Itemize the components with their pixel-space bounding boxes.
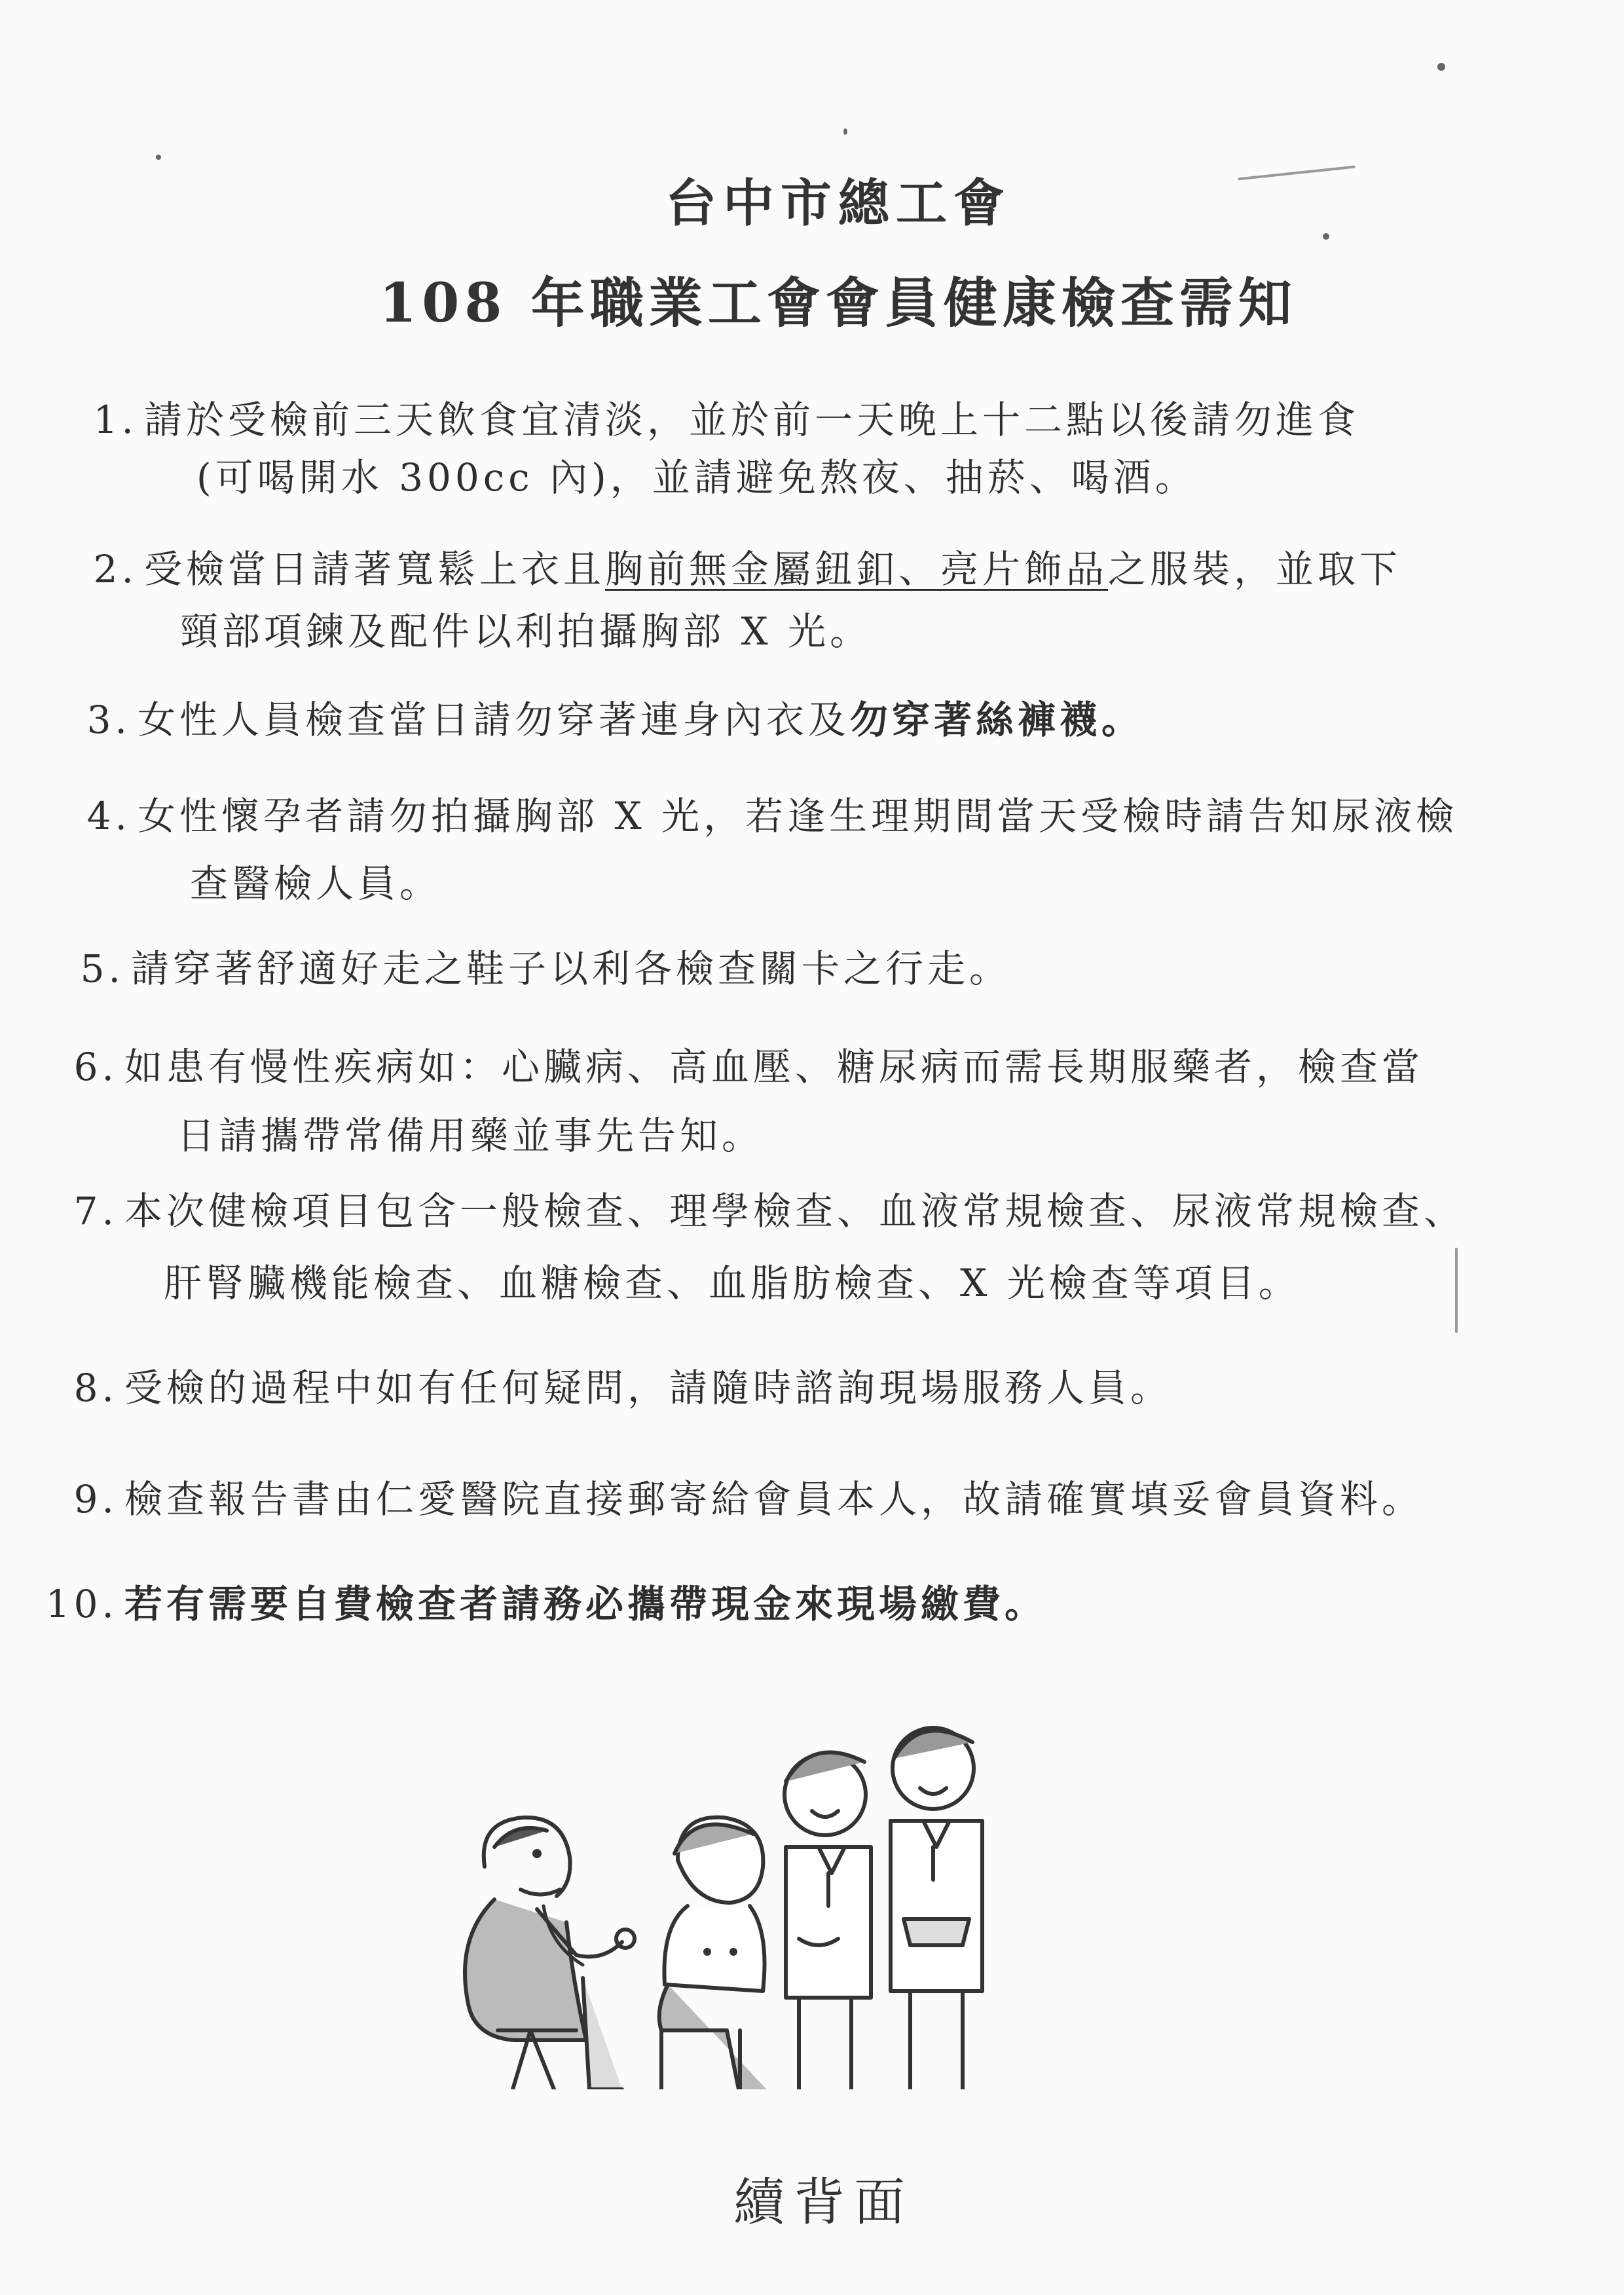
item-6-continuation: 日請攜帶常備用藥並事先告知。 bbox=[177, 1113, 764, 1158]
item-text-underlined: 胸前無金屬鈕釦、亮片飾品 bbox=[605, 547, 1109, 591]
item-number: 5. bbox=[80, 946, 124, 991]
item-number: 3. bbox=[86, 698, 131, 742]
list-item-1 bbox=[85, 398, 1360, 442]
item-number: 7. bbox=[73, 1189, 118, 1233]
scan-speck bbox=[1437, 63, 1445, 71]
item-number: 1. bbox=[93, 398, 138, 442]
item-text: 如患有慢性疾病如：心臟病、高血壓、糖尿病而需長期服藥者，檢查當 bbox=[124, 1045, 1424, 1089]
document-subtitle: 108 年職業工會會員健康檢查需知 bbox=[379, 272, 1297, 335]
list-item-10 bbox=[39, 1582, 1047, 1626]
doctor-figure bbox=[465, 1818, 635, 2089]
continue-on-back-note: 續背面 bbox=[733, 2173, 915, 2232]
item-text-bold: 勿穿著絲褲襪。 bbox=[850, 698, 1144, 742]
item-2-continuation: 頸部項鍊及配件以利拍攝胸部 X 光。 bbox=[180, 609, 872, 654]
standing-person-1 bbox=[784, 1752, 871, 2089]
list-item-7 bbox=[65, 1189, 1466, 1233]
list-item-4 bbox=[79, 794, 1458, 838]
scan-speck bbox=[1323, 233, 1329, 240]
item-number: 2. bbox=[93, 547, 138, 591]
scan-mark bbox=[1455, 1248, 1458, 1333]
item-7-continuation: 肝腎臟機能檢查、血糖檢查、血脂肪檢查、X 光檢查等項目。 bbox=[164, 1261, 1301, 1305]
health-check-illustration bbox=[458, 1723, 1035, 2089]
item-text: 若有需要自費檢查者請務必攜帶現金來現場繳費。 bbox=[124, 1582, 1047, 1626]
item-text: 女性懷孕者請勿拍攝胸部 X 光，若逢生理期間當天受檢時請告知尿液檢 bbox=[138, 794, 1458, 838]
item-text: 女性人員檢查當日請勿穿著連身內衣及 bbox=[138, 698, 851, 742]
item-text: 受檢當日請著寬鬆上衣且 bbox=[144, 547, 606, 591]
item-number: 4. bbox=[86, 794, 131, 838]
standing-person-2 bbox=[891, 1728, 982, 2089]
item-number: 8. bbox=[73, 1366, 118, 1410]
item-number: 10. bbox=[45, 1582, 118, 1626]
item-text: 檢查報告書由仁愛醫院直接郵寄給會員本人，故請確實填妥會員資料。 bbox=[124, 1477, 1424, 1521]
item-number: 6. bbox=[73, 1045, 118, 1089]
list-item-2 bbox=[85, 547, 1402, 591]
list-item-8 bbox=[65, 1366, 1173, 1410]
item-text: 請於受檢前三天飲食宜清淡，並於前一天晚上十二點以後請勿進食 bbox=[144, 398, 1360, 442]
item-text: 受檢的過程中如有任何疑問，請隨時諮詢現場服務人員。 bbox=[124, 1366, 1173, 1410]
item-text: 本次健檢項目包含一般檢查、理學檢查、血液常規檢查、尿液常規檢查、 bbox=[124, 1189, 1466, 1233]
scan-speck bbox=[843, 128, 847, 135]
scan-speck bbox=[156, 155, 161, 160]
list-item-9 bbox=[65, 1477, 1424, 1521]
item-number: 9. bbox=[73, 1477, 118, 1521]
list-item-5 bbox=[72, 946, 1012, 991]
list-item-6 bbox=[65, 1045, 1424, 1089]
patient-figure bbox=[659, 1818, 773, 2089]
item-4-continuation: 查醫檢人員。 bbox=[190, 861, 442, 906]
item-text: 之服裝，並取下 bbox=[1108, 547, 1402, 591]
list-item-3 bbox=[79, 698, 1144, 742]
item-1-continuation: (可喝開水 300cc 內)，並請避免熬夜、抽菸、喝酒。 bbox=[196, 455, 1197, 500]
item-text: 請穿著舒適好走之鞋子以利各檢查關卡之行走。 bbox=[131, 946, 1012, 991]
document-title: 台中市總工會 bbox=[665, 174, 1011, 233]
